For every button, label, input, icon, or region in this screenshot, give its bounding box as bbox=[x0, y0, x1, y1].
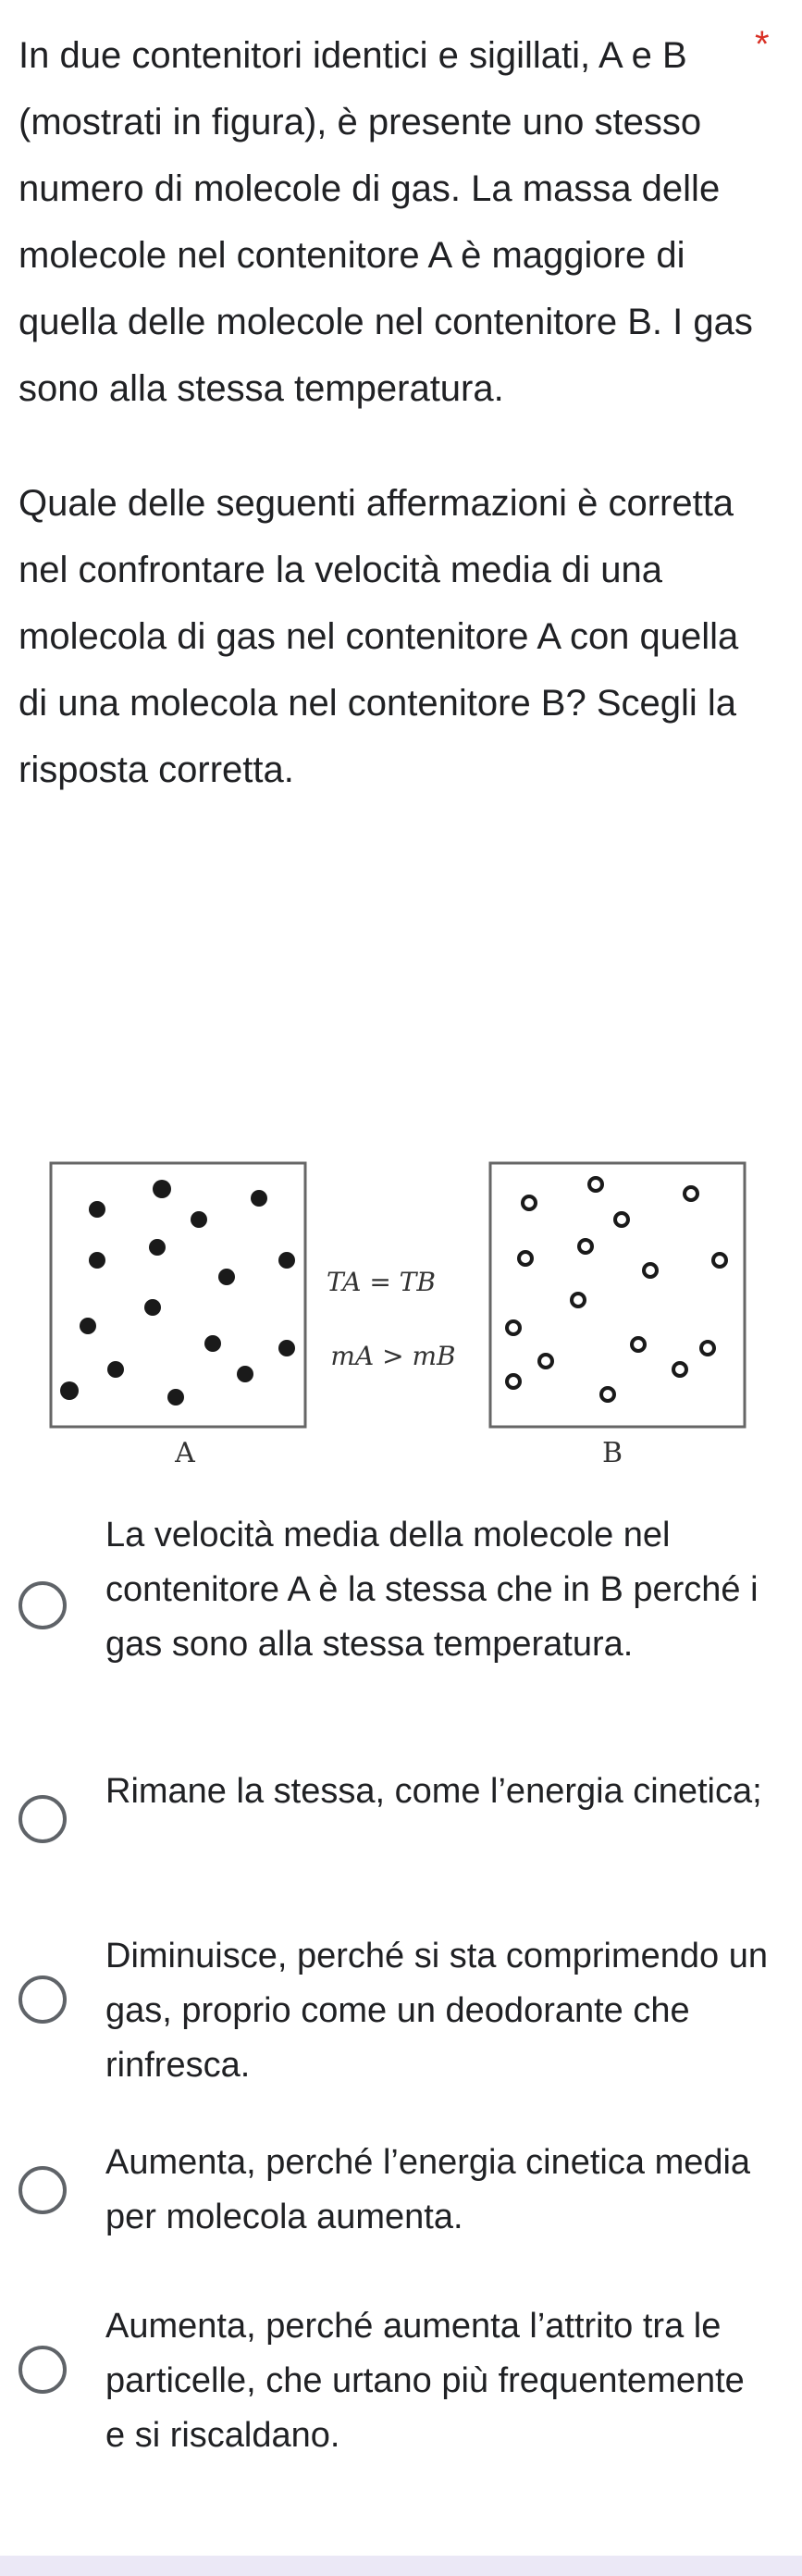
radio-button-4[interactable] bbox=[19, 2166, 67, 2214]
radio-button-2[interactable] bbox=[19, 1795, 67, 1843]
question-text bbox=[19, 22, 759, 851]
option-label-1[interactable]: La velocità media della molecole nel contenitore A è la stessa che in B perché i gas sono alla stessa temperatura. bbox=[105, 1516, 759, 1664]
required-asterisk: * bbox=[755, 24, 770, 65]
container-a-molecules bbox=[60, 1180, 295, 1406]
question-paragraph-1: In due contenitori identici e sigillati, A e B (mostrati in figura), è presente uno stesso numero di molecole di gas. La massa delle molecole nel contenitore A è maggiore di quella delle molecole nel contenitore B. I gas sono alla stessa temperatura. bbox=[19, 35, 753, 409]
containers-figure bbox=[46, 1152, 749, 1485]
mass-relation: mA > mB bbox=[330, 1341, 456, 1371]
radio-button-1[interactable] bbox=[19, 1581, 67, 1629]
radio-button-5[interactable] bbox=[19, 2346, 67, 2394]
question-paragraph-2: Quale delle seguenti affermazioni è corretta nel confrontare la velocità media di una molecola di gas nel contenitore A con quella di una molecola nel contenitore B? Scegli la risposta corretta. bbox=[19, 483, 739, 790]
bottom-bar bbox=[0, 2556, 802, 2576]
container-b-molecules bbox=[507, 1178, 726, 1401]
option-label-3[interactable]: Diminuisce, perché si sta comprimendo un gas, proprio come un deodorante che rinfresca. bbox=[105, 1937, 768, 2085]
container-a-box bbox=[51, 1163, 305, 1427]
container-b-label: B bbox=[601, 1437, 623, 1469]
container-a-label: A bbox=[175, 1437, 195, 1469]
option-label-5[interactable]: Aumenta, perché aumenta l’attrito tra le particelle, che urtano più frequentemente e si riscaldano. bbox=[105, 2307, 745, 2455]
temperature-relation: TA = TB bbox=[327, 1267, 436, 1297]
radio-button-3[interactable] bbox=[19, 1975, 67, 2024]
option-label-4[interactable]: Aumenta, perché l’energia cinetica media per molecola aumenta. bbox=[105, 2143, 751, 2236]
option-label-2[interactable]: Rimane la stessa, come l’energia cinetica; bbox=[105, 1772, 762, 1811]
